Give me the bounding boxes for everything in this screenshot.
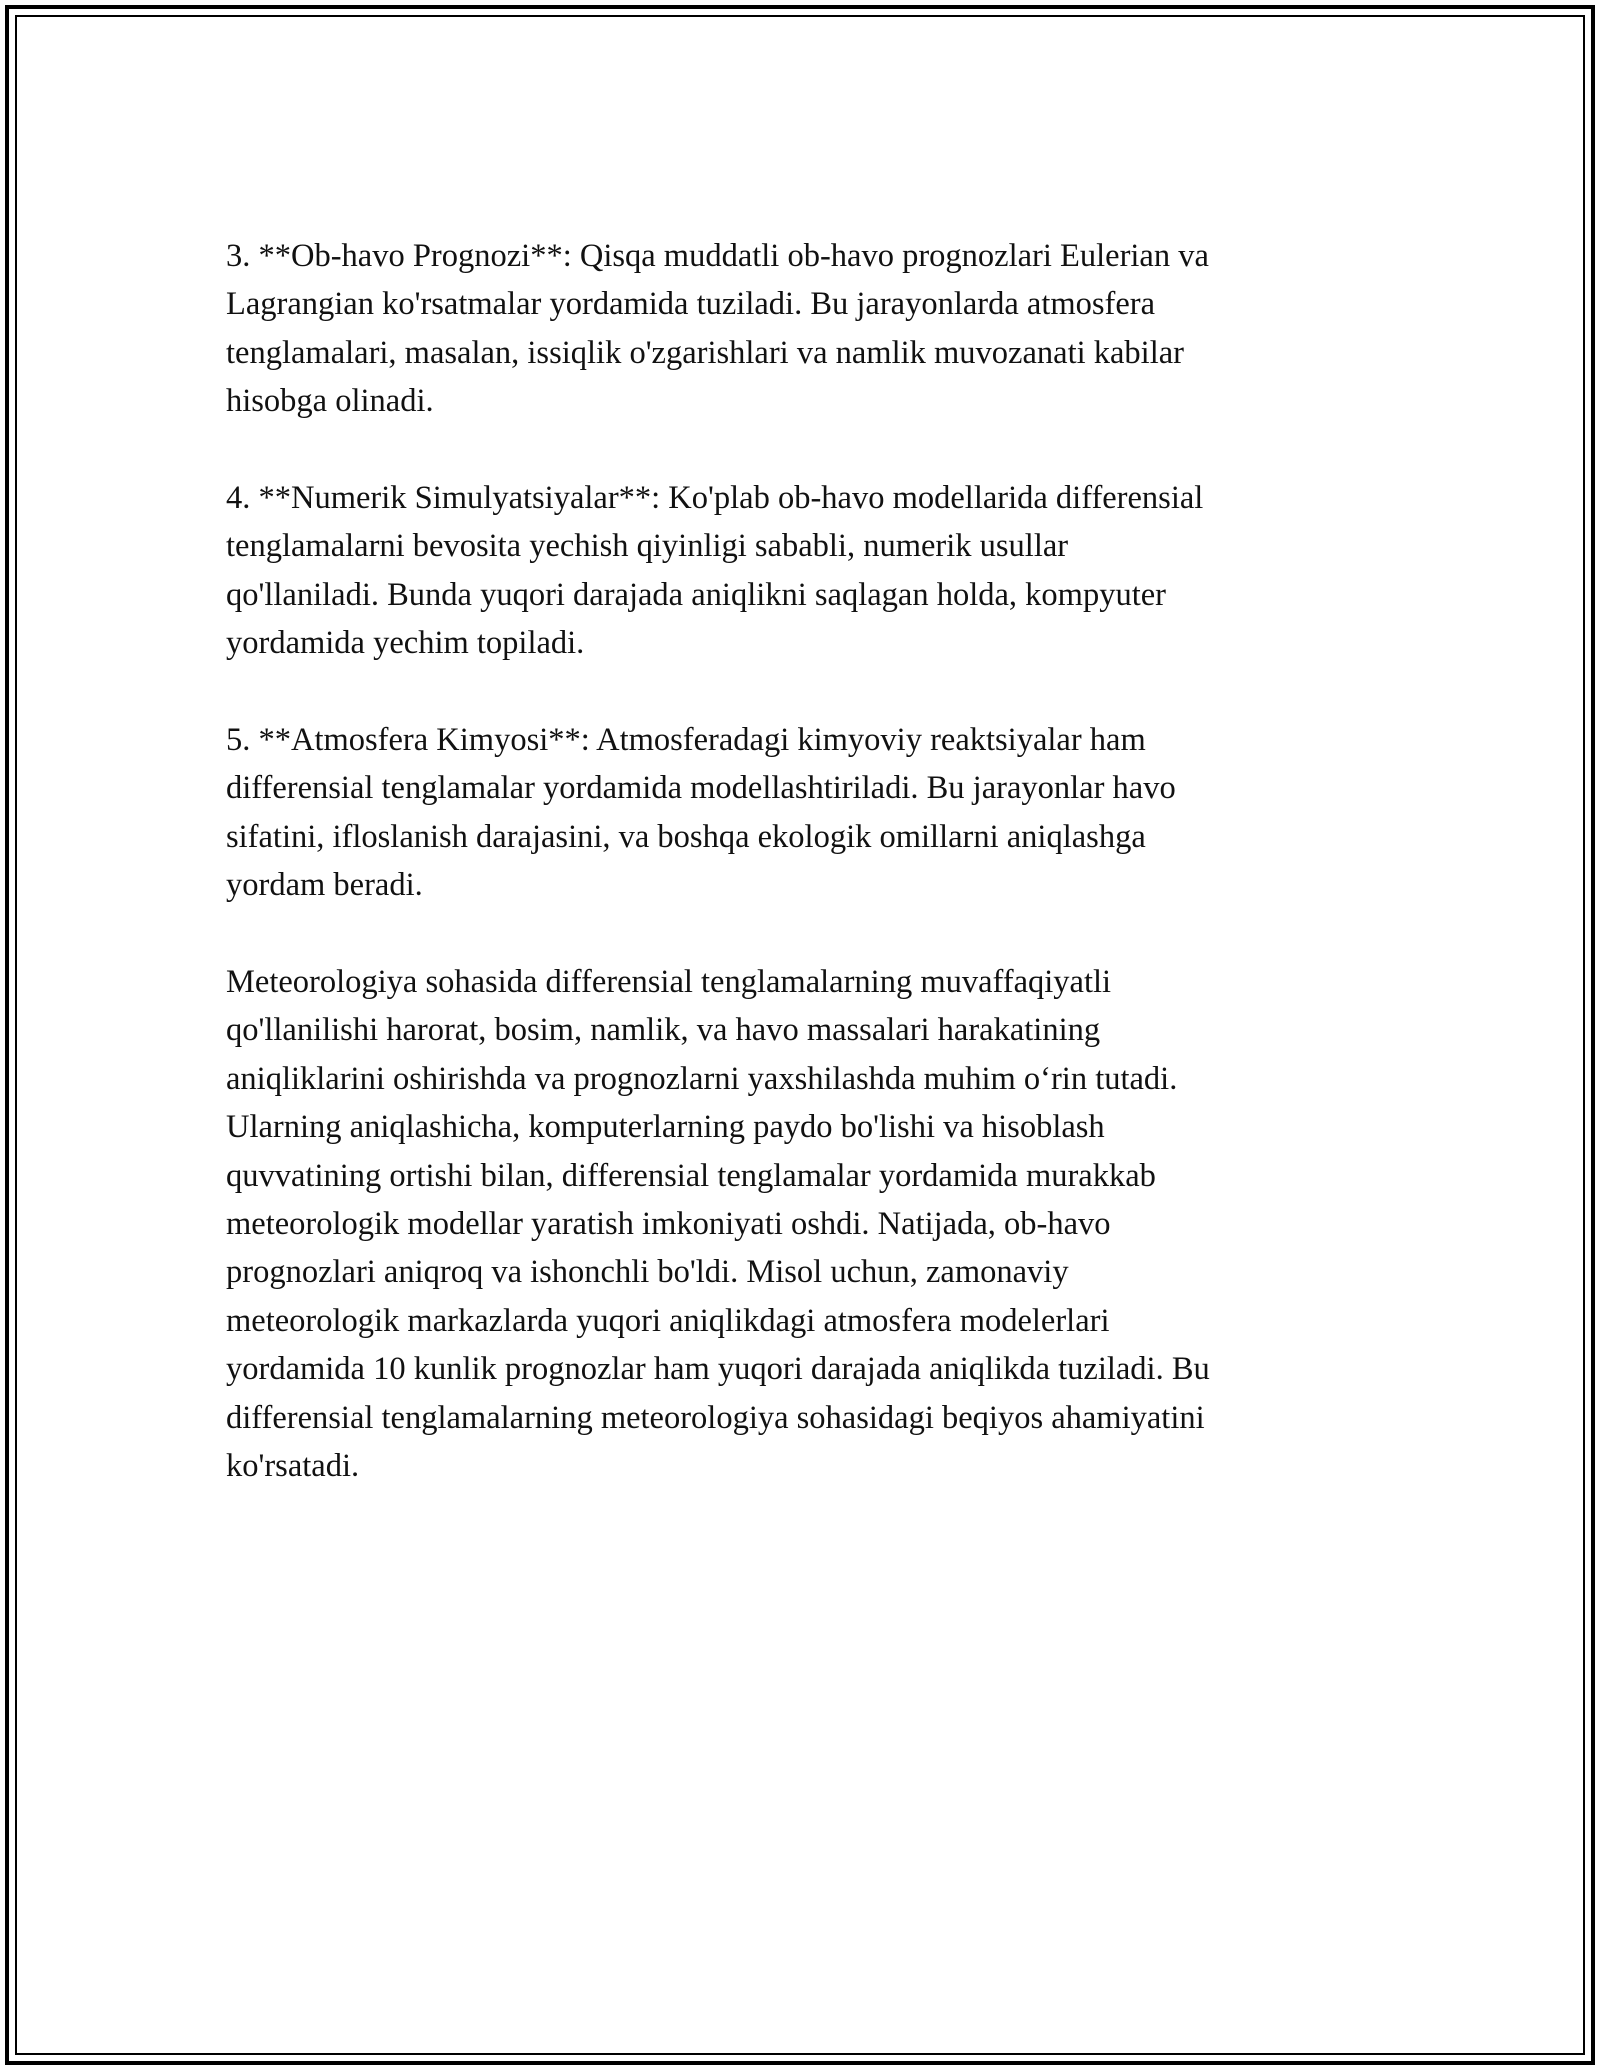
paragraph-atmospheric-chemistry: 5. **Atmosfera Kimyosi**: Atmosferadagi kimyoviy reaktsiyalar ham differensial tenglamalar yordamida modellashtiriladi. Bu jarayonlar havo sifatini, ifloslanish darajasini, va boshqa ekologik omillarni aniqlashga yordam beradi.	[226, 722, 1176, 904]
paragraph-weather-forecast: 3. **Ob-havo Prognozi**: Qisqa muddatli ob-havo prognozlari Eulerian va Lagrangian ko'rsatmalar yordamida tuziladi. Bu jarayonlarda atmosfera tenglamalari, masalan, issiqlik o'zgarishlari va namlik muvozanati kabilar hisobga olinadi.	[226, 238, 1209, 420]
document-body	[226, 232, 1356, 1491]
paragraph-conclusion: Meteorologiya sohasida differensial tenglamalarning muvaffaqiyatli qo'llanilishi harorat, bosim, namlik, va havo massalari harakatining aniqliklarini oshirishda va prognozlarni yaxshilashda muhim o‘rin tutadi. Ularning aniqlashicha, komputerlarning paydo bo'lishi va hisoblash quvvatining ortishi bilan, differensial tenglamalar yordamida murakkab meteorologik modellar yaratish imkoniyati oshdi. Natijada, ob-havo prognozlari aniqroq va ishonchli bo'ldi. Misol uchun, zamonaviy meteorologik markazlarda yuqori aniqlikdagi atmosfera modelerlari yordamida 10 kunlik prognozlar ham yuqori darajada aniqlikda tuziladi. Bu differensial tenglamalarning meteorologiya sohasidagi beqiyos ahamiyatini ko'rsatadi.	[226, 964, 1210, 1485]
paragraph-numerical-simulations: 4. **Numerik Simulyatsiyalar**: Ko'plab ob-havo modellarida differensial tenglamalarni bevosita yechish qiyinligi sababli, numerik usullar qo'llaniladi. Bunda yuqori darajada aniqlikni saqlagan holda, kompyuter yordamida yechim topiladi.	[226, 480, 1204, 662]
